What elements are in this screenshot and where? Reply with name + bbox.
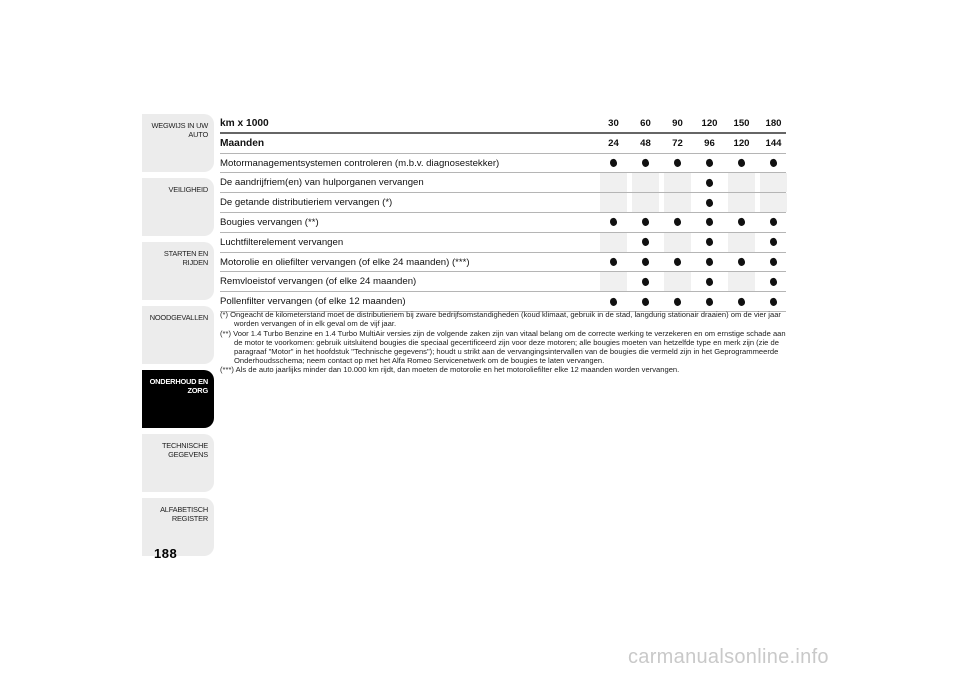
scheduled-cell (664, 253, 691, 272)
table-row (220, 154, 786, 174)
empty-cell (600, 193, 627, 212)
bullet-icon (705, 297, 713, 306)
empty-cell (664, 272, 691, 291)
months-value: 144 (765, 137, 782, 149)
scheduled-cell (728, 292, 755, 311)
chapter-tab-5[interactable]: ONDERHOUD EN ZORG (142, 370, 214, 428)
task-label: Motormanagementsystemen controleren (m.b.v. diagnosestekker) (220, 157, 500, 169)
bullet-icon (609, 159, 617, 168)
scheduled-cell (600, 292, 627, 311)
bullet-icon (673, 297, 681, 306)
bullet-icon (769, 297, 777, 306)
maintenance-schedule-table (220, 114, 786, 312)
table-row (220, 253, 786, 273)
scheduled-cell (696, 173, 723, 192)
scheduled-cell (696, 213, 723, 232)
bullet-icon (641, 297, 649, 306)
bullet-icon (673, 218, 681, 227)
footnotes (220, 310, 786, 375)
scheduled-cell (664, 292, 691, 311)
empty-cell (664, 233, 691, 252)
km-header-row (220, 114, 786, 134)
km-value: 30 (608, 118, 619, 129)
scheduled-cell (760, 292, 787, 311)
footnote-spark-plugs: (**) Voor 1.4 Turbo Benzine en 1.4 Turbo MultiAir versies zijn de volgende zaken zijn van vitaal belang om de correcte werking te verzekeren en om ernstige schade aan de motor te voorkomen: gebruik uitsluitend bougies die speciaal gecertificeerd zijn voor deze motoren; alle bougies moeten van hetzelfde type en merk zijn (zie de paragraaf "Motor" in het hoofdstuk "Technische gegevens"); houdt u strikt aan de vervangingsintervallen van de bougies die vermeld zijn in het Geprogrammeerde Onderhoudsschema; neem contact op met het Alfa Romeo Servicenetwerk om de bougies te laten vervangen. (220, 328, 786, 365)
scheduled-cell (760, 213, 787, 232)
months-value: 120 (733, 137, 750, 149)
empty-cell (600, 173, 627, 192)
months-header-row (220, 134, 786, 154)
bullet-icon (737, 257, 745, 266)
empty-cell (728, 173, 755, 192)
empty-cell (632, 193, 659, 212)
scheduled-cell (664, 154, 691, 173)
scheduled-cell (632, 213, 659, 232)
bullet-icon (641, 218, 649, 227)
scheduled-cell (600, 253, 627, 272)
scheduled-cell (600, 154, 627, 173)
footnote-timing-belt: (*) Ongeacht de kilometerstand moet de distributieriem bij zware bedrijfsomstandigheden (koud klimaat, gebruik in de stad, langdurig stationair draaien) om de vier jaar worden vervangen of in elk geval om de vijf jaar. (220, 310, 781, 328)
empty-cell (600, 272, 627, 291)
empty-cell (728, 272, 755, 291)
bullet-icon (641, 238, 649, 247)
scheduled-cell (696, 272, 723, 291)
task-label: De aandrijfriem(en) van hulporganen vervangen (220, 177, 424, 189)
bullet-icon (641, 277, 649, 286)
scheduled-cell (760, 272, 787, 291)
bullet-icon (769, 257, 777, 266)
bullet-icon (609, 218, 617, 227)
bullet-icon (673, 159, 681, 168)
bullet-icon (673, 257, 681, 266)
table-row (220, 272, 786, 292)
months-header-label: Maanden (220, 137, 265, 149)
empty-cell (728, 233, 755, 252)
scheduled-cell (632, 154, 659, 173)
table-row (220, 173, 786, 193)
km-value: 90 (672, 118, 683, 129)
task-label: De getande distributieriem vervangen (*) (220, 197, 393, 209)
scheduled-cell (728, 253, 755, 272)
empty-cell (728, 193, 755, 212)
chapter-tab-3[interactable]: STARTEN EN RIJDEN (142, 242, 214, 300)
bullet-icon (641, 257, 649, 266)
chapter-tab-2[interactable]: VEILIGHEID (142, 178, 214, 236)
months-value: 96 (704, 137, 715, 149)
task-label: Pollenfilter vervangen (of elke 12 maanden) (220, 296, 406, 308)
bullet-icon (769, 218, 777, 227)
bullet-icon (769, 238, 777, 247)
bullet-icon (705, 238, 713, 247)
chapter-tab-1[interactable]: WEGWIJS IN UW AUTO (142, 114, 214, 172)
scheduled-cell (600, 213, 627, 232)
task-label: Motorolie en oliefilter vervangen (of elke 24 maanden) (***) (220, 256, 470, 268)
table-row (220, 233, 786, 253)
bullet-icon (705, 277, 713, 286)
scheduled-cell (696, 253, 723, 272)
watermark: carmanualsonline.info (628, 646, 829, 668)
scheduled-cell (696, 193, 723, 212)
bullet-icon (609, 257, 617, 266)
task-label: Luchtfilterelement vervangen (220, 236, 344, 248)
km-value: 120 (701, 118, 718, 129)
bullet-icon (737, 159, 745, 168)
bullet-icon (609, 297, 617, 306)
months-value: 24 (608, 137, 619, 149)
chapter-tab-6[interactable]: TECHNISCHE GEGEVENS (142, 434, 214, 492)
scheduled-cell (696, 292, 723, 311)
km-value: 150 (733, 118, 750, 129)
empty-cell (600, 233, 627, 252)
page-number: 188 (154, 546, 178, 561)
scheduled-cell (728, 213, 755, 232)
months-value: 48 (640, 137, 651, 149)
scheduled-cell (760, 253, 787, 272)
task-label: Remvloeistof vervangen (of elke 24 maanden) (220, 276, 417, 288)
bullet-icon (705, 198, 713, 207)
bullet-icon (737, 218, 745, 227)
empty-cell (632, 173, 659, 192)
bullet-icon (705, 159, 713, 168)
empty-cell (664, 193, 691, 212)
empty-cell (760, 173, 787, 192)
scheduled-cell (632, 272, 659, 291)
scheduled-cell (632, 292, 659, 311)
empty-cell (760, 193, 787, 212)
scheduled-cell (664, 213, 691, 232)
km-value: 60 (640, 118, 651, 129)
task-label: Bougies vervangen (**) (220, 216, 319, 228)
table-row (220, 193, 786, 213)
km-header-label: km x 1000 (220, 118, 269, 129)
empty-cell (664, 173, 691, 192)
bullet-icon (641, 159, 649, 168)
scheduled-cell (728, 154, 755, 173)
km-value: 180 (765, 118, 782, 129)
bullet-icon (769, 159, 777, 168)
months-value: 72 (672, 137, 683, 149)
scheduled-cell (632, 233, 659, 252)
table-row (220, 292, 786, 312)
scheduled-cell (632, 253, 659, 272)
chapter-tab-7[interactable]: ALFABETISCH REGISTER (142, 498, 214, 556)
scheduled-cell (696, 233, 723, 252)
scheduled-cell (760, 233, 787, 252)
footnote-engine-oil: (***) Als de auto jaarlijks minder dan 10.000 km rijdt, dan moeten de motorolie en het motoroliefilter elke 12 maanden worden vervangen. (220, 365, 680, 374)
bullet-icon (769, 277, 777, 286)
scheduled-cell (696, 154, 723, 173)
bullet-icon (705, 178, 713, 187)
scheduled-cell (760, 154, 787, 173)
bullet-icon (705, 257, 713, 266)
chapter-tab-4[interactable]: NOODGEVALLEN (142, 306, 214, 364)
bullet-icon (737, 297, 745, 306)
table-row (220, 213, 786, 233)
bullet-icon (705, 218, 713, 227)
